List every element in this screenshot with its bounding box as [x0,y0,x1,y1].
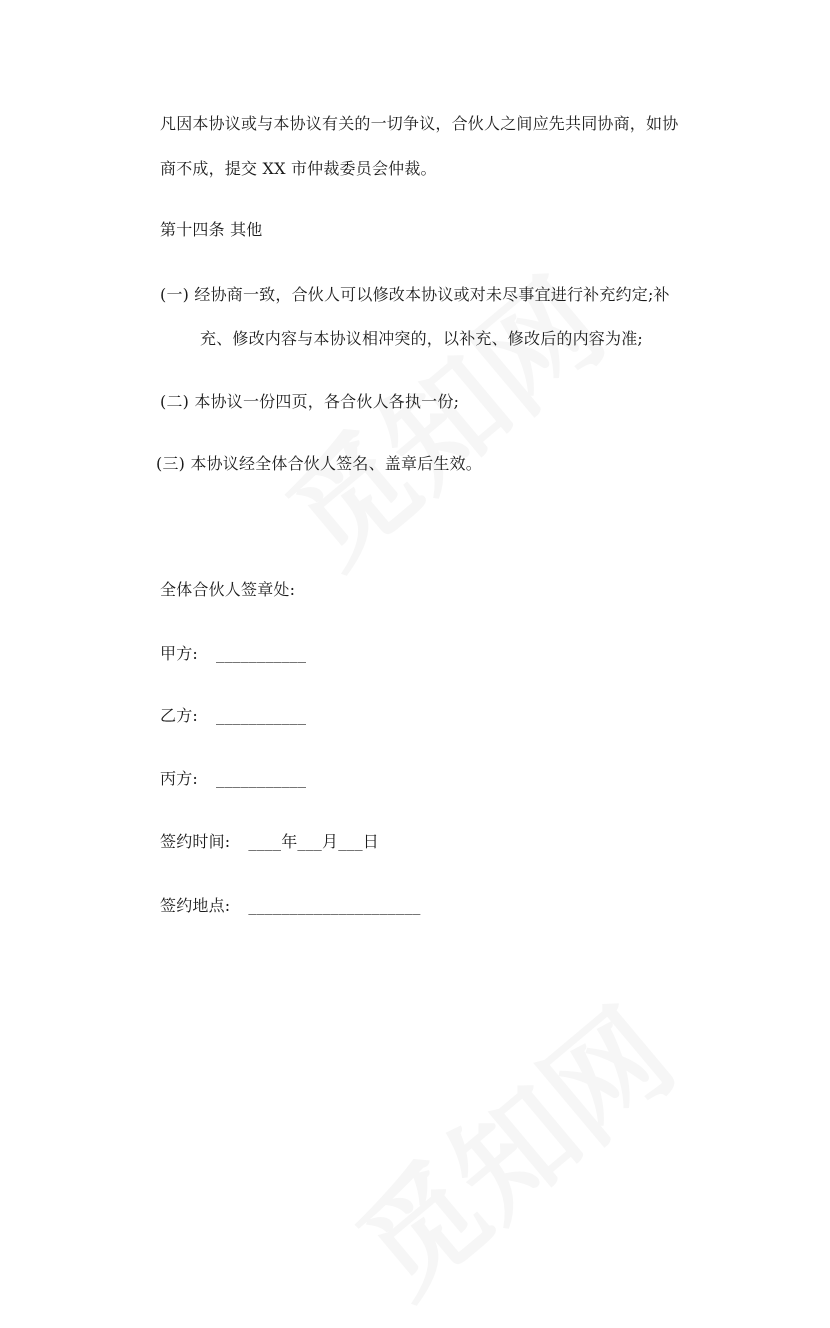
signing-place-row [160,896,421,916]
party-c-row [160,769,306,789]
item-3: (三) 本协议经全体合伙人签名、盖章后生效。 [156,454,482,473]
watermark-bottom [317,964,703,1327]
party-b-label: 乙方: [160,706,198,725]
party-c-label: 丙方: [160,769,198,788]
signing-place-blank: _____________________ [248,896,421,915]
item-1-line-2: 充、修改内容与本协议相冲突的，以补充、修改后的内容为准; [200,329,643,348]
dispute-paragraph-line-1: 凡因本协议或与本协议有关的一切争议，合伙人之间应先共同协商，如协 [160,114,679,133]
party-b-signature-blank: ___________ [216,706,307,725]
party-a-row [160,644,306,664]
article-14-title: 第十四条 其他 [160,220,263,239]
dispute-paragraph-line-2: 商不成，提交 XX 市仲裁委员会仲裁。 [160,159,437,178]
party-a-signature-blank: ___________ [216,644,307,663]
party-b-row [160,706,306,726]
item-2: (二) 本协议一份四页，各合伙人各执一份; [160,392,460,411]
signing-date-blank: ____年___月___日 [248,832,380,851]
signing-date-label: 签约时间: [160,832,231,851]
signature-heading: 全体合伙人签章处: [160,580,296,599]
signing-place-label: 签约地点: [160,896,231,915]
party-a-label: 甲方: [160,644,198,663]
party-c-signature-blank: ___________ [216,769,307,788]
signing-date-row [160,832,379,852]
item-1-line-1: (一) 经协商一致，合伙人可以修改本协议或对未尽事宜进行补充约定;补 [160,285,670,304]
